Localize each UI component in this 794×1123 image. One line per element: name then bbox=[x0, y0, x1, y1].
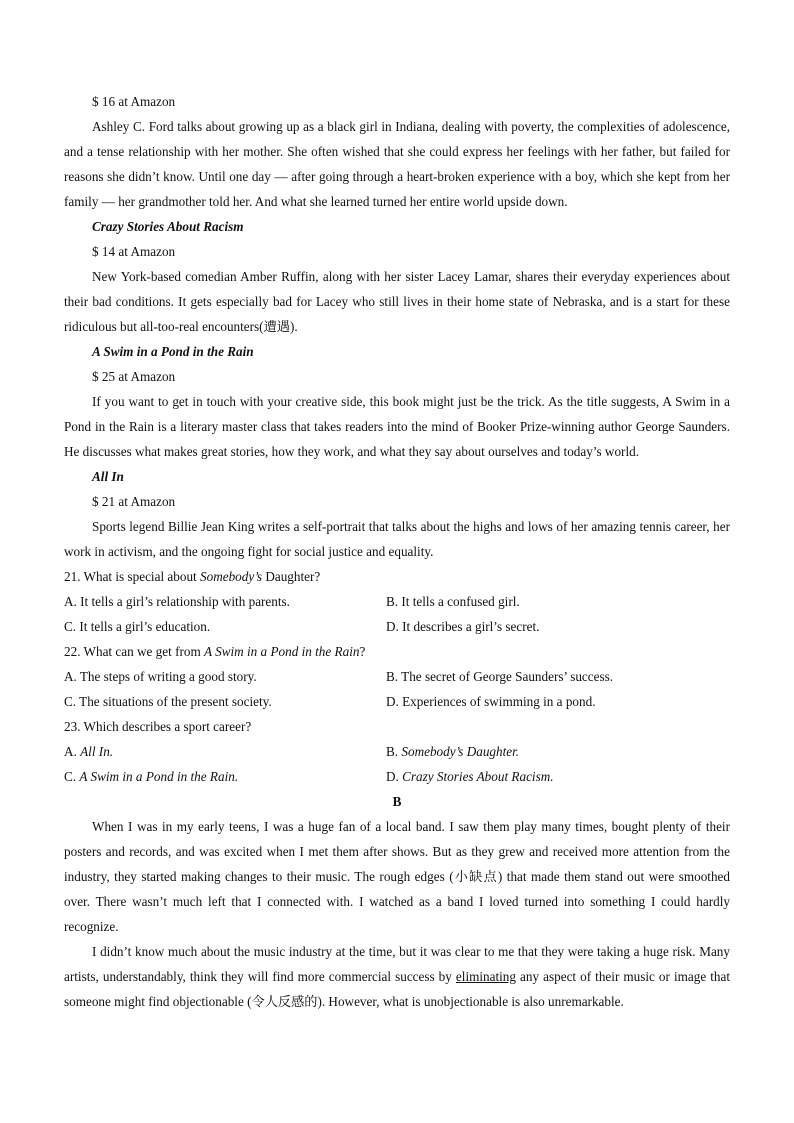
q23-option-c: C. A Swim in a Pond in the Rain. bbox=[64, 769, 239, 784]
book2-title: Crazy Stories About Racism bbox=[92, 219, 244, 234]
book4-title: All In bbox=[92, 469, 124, 484]
q21-options-row2 bbox=[64, 614, 730, 639]
q22-option-a: A. The steps of writing a good story. bbox=[64, 669, 257, 684]
book3-title: A Swim in a Pond in the Rain bbox=[92, 344, 254, 359]
q23-options-row1 bbox=[64, 739, 730, 764]
book1-description: Ashley C. Ford talks about growing up as a black girl in Indiana, dealing with poverty, the complexities of adolescence, and a tense relationship with her mother. She often wished that she could express her feelings with her father, but failed for reasons she didn’t know. Until one day — after going through a heart-broken experience with a boy, which she kept from her family — her grandmother told her. And what she learned turned her entire world upside down. bbox=[64, 119, 730, 209]
q23-option-b: B. Somebody’s Daughter. bbox=[386, 744, 520, 759]
underlined-word: eliminating bbox=[455, 969, 516, 984]
section-b-paragraph-1: When I was in my early teens, I was a huge fan of a local band. I saw them play many times, bought plenty of their posters and records, and was excited when I met them after shows. But as they grew and received more attention from the industry, they started making changes to their music. The rough edges (小缺点) that made them stand out were smoothed over. There wasn’t much left that I connected with. I watched as a band I loved turned into something I could hardly recognize. bbox=[64, 819, 730, 934]
q21-options-row1 bbox=[64, 589, 730, 614]
q22-option-c: C. The situations of the present society. bbox=[64, 694, 272, 709]
q22-options-row2 bbox=[64, 689, 730, 714]
exam-page bbox=[64, 89, 730, 1014]
section-b-paragraph-2: I didn’t know much about the music industry at the time, but it was clear to me that they were taking a huge risk. Many artists, understandably, think they will find more commercial success by eliminating any aspect of their music or image that someone might find objectionable (令人反感的). However, what is unobjectionable is also unremarkable. bbox=[64, 944, 730, 1009]
q22-options-row1 bbox=[64, 664, 730, 689]
q23-option-a: A. All In. bbox=[64, 744, 114, 759]
q23-option-d: D. Crazy Stories About Racism. bbox=[386, 769, 554, 784]
question-23: 23. Which describes a sport career? bbox=[64, 719, 252, 734]
book4-price: $ 21 at Amazon bbox=[92, 494, 176, 509]
question-21: 21. What is special about Somebody’s Daughter? bbox=[64, 569, 321, 584]
book4-description: Sports legend Billie Jean King writes a self-portrait that talks about the highs and lows of her amazing tennis career, her work in activism, and the ongoing fight for social justice and equality. bbox=[64, 519, 730, 559]
q22-option-d: D. Experiences of swimming in a pond. bbox=[386, 694, 596, 709]
book2-price: $ 14 at Amazon bbox=[92, 244, 176, 259]
q23-options-row2 bbox=[64, 764, 730, 789]
q21-option-b: B. It tells a confused girl. bbox=[386, 594, 520, 609]
q21-option-d: D. It describes a girl’s secret. bbox=[386, 619, 540, 634]
q22-option-b: B. The secret of George Saunders’ success. bbox=[386, 669, 614, 684]
book1-price: $ 16 at Amazon bbox=[92, 94, 176, 109]
book2-description: New York-based comedian Amber Ruffin, along with her sister Lacey Lamar, shares their everyday experiences about their bad conditions. It gets especially bad for Lacey who still lives in their home state of Nebraska, and is a start for these ridiculous but all-too-real encounters(遭遇). bbox=[64, 269, 730, 334]
question-22: 22. What can we get from A Swim in a Pond in the Rain? bbox=[64, 644, 366, 659]
book3-description: If you want to get in touch with your creative side, this book might just be the trick. As the title suggests, A Swim in a Pond in the Rain is a literary master class that takes readers into the mind of Booker Prize-winning author George Saunders. He discusses what makes great stories, how they work, and what they say about ourselves and today’s world. bbox=[64, 394, 730, 459]
q21-option-a: A. It tells a girl’s relationship with parents. bbox=[64, 594, 290, 609]
section-b-heading: B bbox=[392, 794, 402, 809]
book3-price: $ 25 at Amazon bbox=[92, 369, 176, 384]
q21-option-c: C. It tells a girl’s education. bbox=[64, 619, 211, 634]
